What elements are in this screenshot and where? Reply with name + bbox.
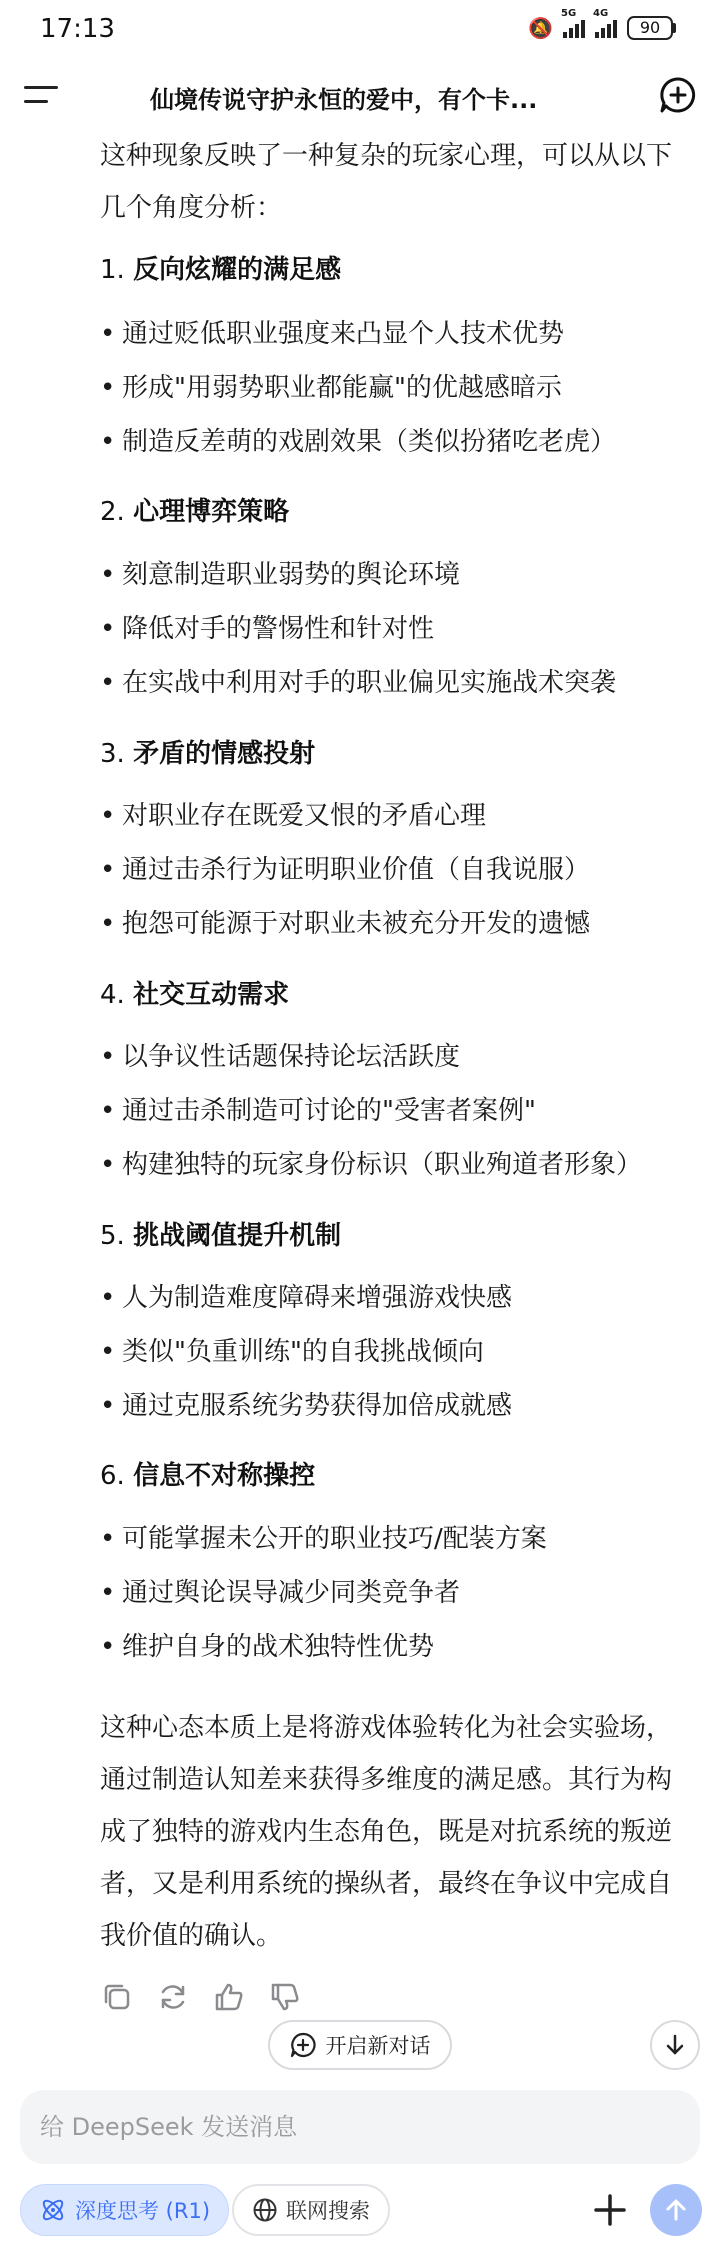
- new-conversation-label: 开启新对话: [325, 2034, 431, 2058]
- section-title: 反向炫耀的满足感: [133, 255, 342, 285]
- list-item: • 构建独特的玩家身份标识（职业殉道者形象）: [100, 1145, 642, 1185]
- mute-icon: 🔕: [528, 16, 553, 40]
- section-heading-6: [100, 1450, 315, 1502]
- arrow-up-icon: [663, 2197, 689, 2223]
- send-button[interactable]: [650, 2184, 702, 2236]
- arrow-down-icon: [663, 2033, 687, 2057]
- section-number: 1.: [100, 255, 125, 285]
- list-item: • 通过克服系统劣势获得加倍成就感: [100, 1386, 512, 1426]
- section-title: 矛盾的情感投射: [133, 739, 316, 769]
- message-input-container: [20, 2090, 700, 2164]
- list-item: • 通过击杀制造可讨论的"受害者案例": [100, 1091, 536, 1131]
- scroll-to-bottom-button[interactable]: [650, 2020, 700, 2070]
- add-attachment-icon[interactable]: [590, 2190, 630, 2230]
- section-heading-1: [100, 244, 341, 296]
- signal-5g-icon: [561, 8, 585, 38]
- new-chat-icon[interactable]: [658, 75, 698, 115]
- section-heading-2: [100, 486, 289, 538]
- list-item: • 可能掌握未公开的职业技巧/配装方案: [100, 1519, 547, 1559]
- section-heading-3: [100, 728, 315, 780]
- section-title: 心理博弈策略: [133, 497, 290, 527]
- list-item: • 通过舆论误导减少同类竞争者: [100, 1573, 460, 1613]
- deep-think-label: 深度思考 (R1): [75, 2199, 211, 2223]
- list-item: • 通过击杀行为证明职业价值（自我说服）: [100, 850, 590, 890]
- signal-4g-icon: [593, 8, 617, 38]
- list-item: • 人为制造难度障碍来增强游戏快感: [100, 1278, 512, 1318]
- section-number: 5.: [100, 1221, 125, 1251]
- section-number: 4.: [100, 980, 125, 1010]
- list-item: • 形成"用弱势职业都能赢"的优越感暗示: [100, 368, 562, 408]
- atom-icon: [39, 2196, 67, 2224]
- message-conclusion: 这种心态本质上是将游戏体验转化为社会实验场，通过制造认知差来获得多维度的满足感。其行为构成了独特的游戏内生态角色，既是对抗系统的叛逆者，又是利用系统的操纵者，最终在争议中完成自我价值的确认。: [100, 1713, 673, 1950]
- list-item: • 维护自身的战术独特性优势: [100, 1627, 434, 1667]
- composer: [0, 2080, 720, 2257]
- assistant-message: [0, 130, 720, 1950]
- battery-level: 90: [627, 16, 673, 40]
- list-item: • 对职业存在既爱又恨的矛盾心理: [100, 796, 486, 836]
- list-item: • 以争议性话题保持论坛活跃度: [100, 1037, 460, 1077]
- globe-icon: [252, 2197, 278, 2223]
- message-actions: [100, 1980, 302, 2014]
- list-item: • 降低对手的警惕性和针对性: [100, 609, 434, 649]
- deep-think-toggle[interactable]: [20, 2184, 229, 2236]
- list-item: • 刻意制造职业弱势的舆论环境: [100, 555, 460, 595]
- list-item: • 制造反差萌的戏剧效果（类似扮猪吃老虎）: [100, 422, 616, 462]
- section-title: 信息不对称操控: [133, 1461, 316, 1491]
- web-search-label: 联网搜索: [286, 2199, 370, 2223]
- status-time: 17:13: [40, 14, 115, 44]
- thumbs-up-icon[interactable]: [212, 1980, 246, 2014]
- section-title: 社交互动需求: [133, 980, 290, 1010]
- list-item: • 类似"负重训练"的自我挑战倾向: [100, 1332, 484, 1372]
- list-item: • 通过贬低职业强度来凸显个人技术优势: [100, 314, 564, 354]
- new-chat-icon: [290, 2032, 316, 2058]
- message-intro: 这种现象反映了一种复杂的玩家心理，可以从以下几个角度分析：: [100, 141, 673, 223]
- regenerate-icon[interactable]: [156, 1980, 190, 2014]
- message-input[interactable]: [20, 2090, 700, 2164]
- section-number: 2.: [100, 497, 125, 527]
- thumbs-down-icon[interactable]: [268, 1980, 302, 2014]
- menu-icon[interactable]: [24, 80, 60, 110]
- section-number: 3.: [100, 739, 125, 769]
- status-bar: [0, 0, 720, 60]
- signal-4g-label: 4G: [593, 8, 609, 19]
- web-search-toggle[interactable]: [232, 2184, 390, 2236]
- section-title: 挑战阈值提升机制: [133, 1221, 342, 1251]
- list-item: • 抱怨可能源于对职业未被充分开发的遗憾: [100, 904, 590, 944]
- section-number: 6.: [100, 1461, 125, 1491]
- list-item: • 在实战中利用对手的职业偏见实施战术突袭: [100, 663, 616, 703]
- section-heading-4: [100, 969, 289, 1021]
- status-icons: [528, 8, 676, 40]
- chat-header: [0, 60, 720, 130]
- battery-icon: [627, 16, 676, 40]
- new-conversation-button[interactable]: [268, 2020, 452, 2070]
- chat-title: 仙境传说守护永恒的爱中，有个卡...: [150, 86, 538, 114]
- copy-icon[interactable]: [100, 1980, 134, 2014]
- signal-5g-label: 5G: [561, 8, 577, 19]
- section-heading-5: [100, 1210, 341, 1262]
